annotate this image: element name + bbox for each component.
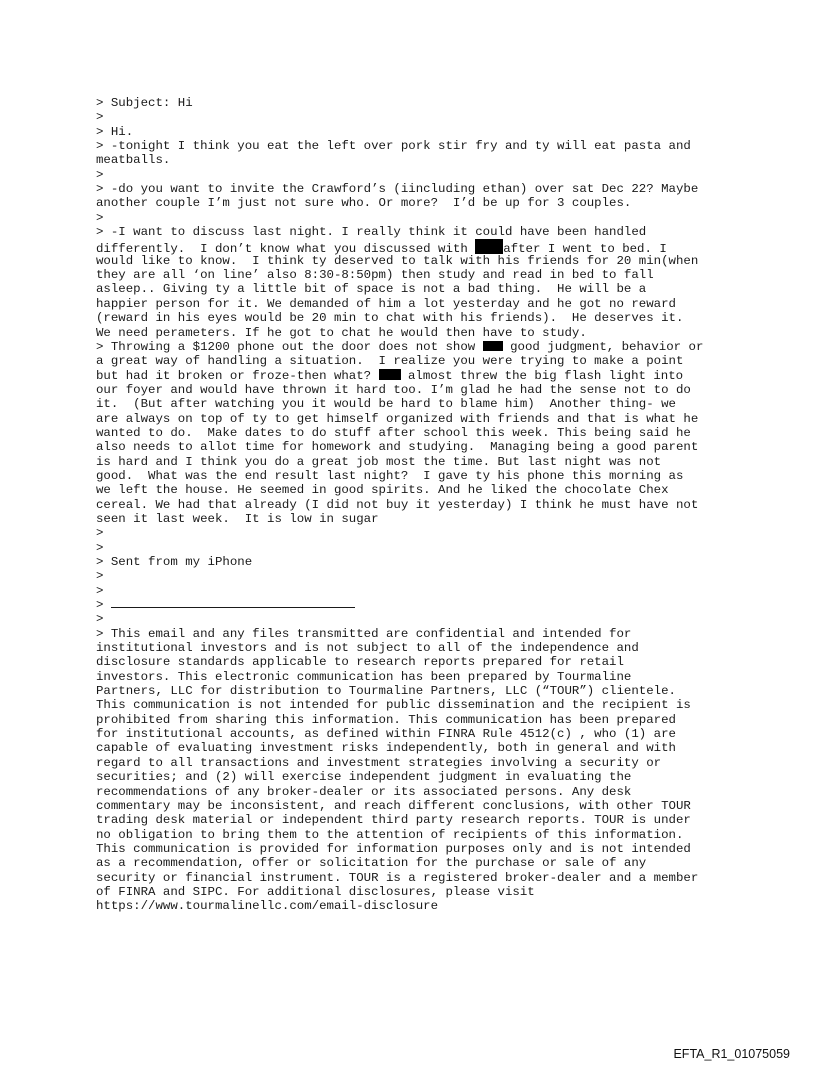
- body-line: seen it last week. It is low in sugar: [96, 511, 379, 526]
- disclaimer-line: security or financial instrument. TOUR is a registered broker-dealer and a member: [96, 870, 699, 885]
- body-line: asleep.. Giving ty a little bit of space is not a bad thing. He will be a: [96, 282, 647, 297]
- quote-line: >: [96, 210, 104, 225]
- body-line: > -tonight I think you eat the left over pork stir fry and ty will eat pasta and: [96, 139, 691, 154]
- disclaimer-line: Partners, LLC for distribution to Tourmaline Partners, LLC (“TOUR”) clientele.: [96, 684, 676, 699]
- horizontal-rule: [111, 598, 355, 608]
- body-line: We need perameters. If he got to chat he would then have to study.: [96, 325, 587, 340]
- body-line: also needs to allot time for homework and studying. Managing being a good parent: [96, 440, 699, 455]
- disclaimer-line: for institutional accounts, as defined within FINRA Rule 4512(c) , who (1) are: [96, 727, 676, 742]
- quote-line: >: [96, 526, 104, 541]
- body-line: another couple I’m just not sure who. Or more? I’d be up for 3 couples.: [96, 196, 632, 211]
- email-body: [96, 96, 736, 914]
- body-text: differently. I don’t know what you discussed with: [96, 242, 476, 257]
- disclaimer-line: commentary may be inconsistent, and reach different conclusions, with other TOUR: [96, 798, 691, 813]
- quote-line: >: [96, 540, 104, 555]
- redaction-box: [475, 239, 503, 254]
- body-line: is hard and I think you do a great job most the time. But last night was not: [96, 454, 662, 469]
- body-line: they are all ‘on line’ also 8:30-8:50pm) then study and read in bed to fall: [96, 268, 654, 283]
- body-line: cereal. We had that already (I did not buy it yesterday) I think he must have not: [96, 497, 699, 512]
- body-line: our foyer and would have thrown it hard too. I’m glad he had the sense not to do: [96, 382, 691, 397]
- disclaimer-line: disclosure standards applicable to research reports prepared for retail: [96, 655, 624, 670]
- body-text: good judgment, behavior or: [502, 339, 704, 354]
- disclaimer-line: > This email and any files transmitted are confidential and intended for: [96, 626, 632, 641]
- greeting-line: > Hi.: [96, 124, 134, 139]
- subject-line: > Subject: Hi: [96, 96, 193, 110]
- disclaimer-line: investors. This electronic communication has been prepared by Tourmaline: [96, 669, 632, 684]
- separator-line: [96, 598, 736, 612]
- quote-line: >: [96, 569, 104, 584]
- quote-line: >: [96, 583, 104, 598]
- body-line: we left the house. He seemed in good spirits. And he liked the chocolate Chex: [96, 483, 669, 498]
- body-line: meatballs.: [96, 153, 171, 168]
- document-id: EFTA_R1_01075059: [673, 1047, 790, 1061]
- disclaimer-line: This communication is not intended for public dissemination and the recipient is: [96, 698, 691, 713]
- disclaimer-line: securities; and (2) will exercise independent judgment in evaluating the: [96, 770, 632, 785]
- body-line: happier person for it. We demanded of him a lot yesterday and he got no reward: [96, 296, 676, 311]
- redaction-box: [379, 369, 401, 380]
- body-text: but had it broken or froze-then what?: [96, 368, 379, 383]
- disclaimer-line: regard to all transactions and investment strategies involving a security or: [96, 755, 662, 770]
- disclaimer-line: prohibited from sharing this information. This communication has been prepared: [96, 712, 676, 727]
- redaction-box: [483, 341, 503, 351]
- body-line: > -I want to discuss last night. I really think it could have been handled: [96, 225, 647, 240]
- disclaimer-line: no obligation to bring them to the attention of recipients of this information.: [96, 827, 684, 842]
- disclaimer-line: as a recommendation, offer or solicitation for the purchase or sale of any: [96, 856, 647, 871]
- quote-line: >: [96, 167, 104, 182]
- signature-line: > Sent from my iPhone: [96, 555, 253, 569]
- body-text: > Throwing a $1200 phone out the door does not show: [96, 339, 483, 354]
- body-line: good. What was the end result last night? I gave ty his phone this morning as: [96, 468, 684, 483]
- body-line: are always on top of ty to get himself organized with friends and that is what he: [96, 411, 699, 426]
- quote-line: >: [96, 612, 104, 627]
- body-line: would like to know. I think ty deserved to talk with his friends for 20 min(when: [96, 253, 699, 268]
- body-text: almost threw the big flash light into: [400, 368, 684, 383]
- body-line: [96, 340, 736, 354]
- body-line: a great way of handling a situation. I realize you were trying to make a point: [96, 354, 684, 369]
- body-line: it. (But after watching you it would be hard to blame him) Another thing- we: [96, 397, 676, 412]
- body-line: [96, 239, 736, 257]
- body-line: wanted to do. Make dates to do stuff after school this week. This being said he: [96, 425, 691, 440]
- body-text: after I went to bed. I: [503, 242, 667, 257]
- body-line: [96, 369, 736, 383]
- quote-marker: >: [96, 598, 111, 613]
- disclaimer-line: trading desk material or independent third party research reports. TOUR is under: [96, 813, 691, 828]
- disclaimer-line: recommendations of any broker-dealer or its associated persons. Any desk: [96, 784, 632, 799]
- disclaimer-line: of FINRA and SIPC. For additional disclosures, please visit: [96, 884, 535, 899]
- disclaimer-line: capable of evaluating investment risks independently, both in general and with: [96, 741, 676, 756]
- disclaimer-line: This communication is provided for information purposes only and is not intended: [96, 841, 691, 856]
- disclosure-url: https://www.tourmalinellc.com/email-disclosure: [96, 899, 439, 914]
- body-line: > -do you want to invite the Crawford’s (iincluding ethan) over sat Dec 22? Maybe: [96, 182, 699, 197]
- disclaimer-line: institutional investors and is not subject to all of the independence and: [96, 641, 639, 656]
- quote-line: >: [96, 110, 104, 125]
- body-line: (reward in his eyes would be 20 min to chat with his friends). He deserves it.: [96, 311, 684, 326]
